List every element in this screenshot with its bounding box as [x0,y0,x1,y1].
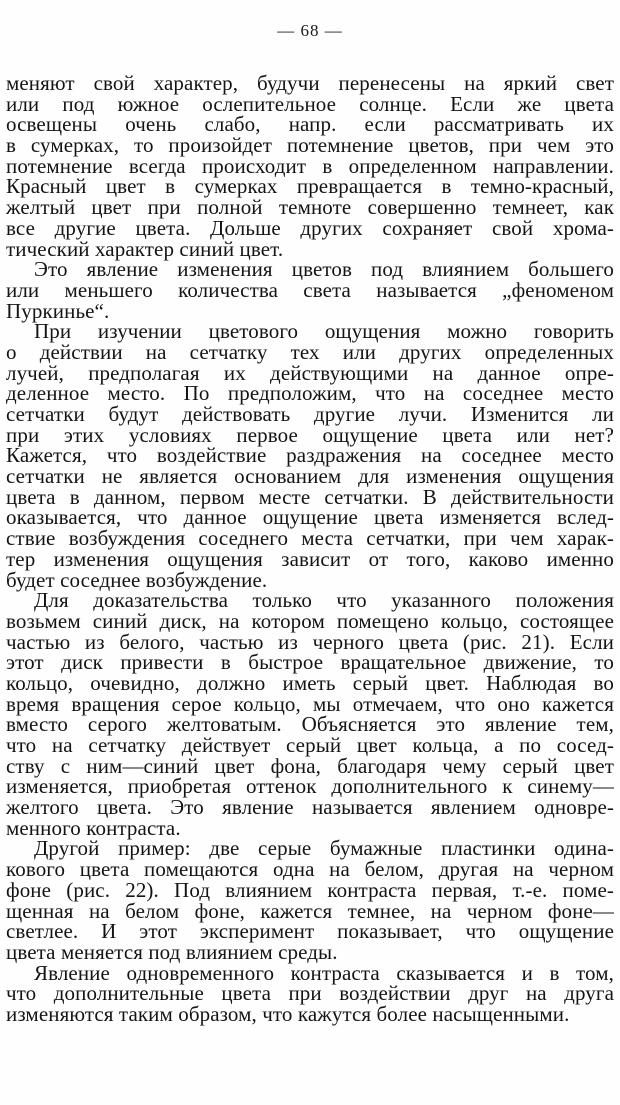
text-line: изменяется, приобретая оттенок дополнительного к синему— [6,774,614,799]
paragraph [6,590,614,838]
text-line: кового цвета помещаются одна на белом, другая на черном [6,857,614,882]
page-number: — 68 — [277,21,343,40]
text-line: время вращения серое кольцо, мы отмечаем, что оно кажется [6,691,614,716]
text-line: изменяются таким образом, что кажутся более насыщенными. [6,1001,570,1026]
text-line: Это явление изменения цветов под влиянием большего [34,257,614,282]
text-line: кольцо, очевидно, должно иметь серый цвет. Наблюдая во [6,670,614,695]
text-line: лучей, предполагая их действующими на данное опре- [6,360,614,385]
text-line: Красный цвет в сумерках превращается в темно-красный, [6,174,614,199]
text-line: частью из белого, частью из черного цвета (рис. 21). Если [6,629,614,654]
paragraph [6,321,614,590]
text-line: возьмем синий диск, на котором помещено кольцо, состоящее [6,608,614,633]
text-line: Кажется, что воздействие раздражения на соседнее место [6,443,614,468]
paragraph [6,960,614,1026]
text-line: меняют свой характер, будучи перенесены на яркий свет [6,71,614,95]
text-line: щенная на белом фоне, кажется темнее, на черном фоне— [6,898,614,923]
text-line: о действии на сетчатку тех или других определенных [6,339,614,364]
text-line: потемнение всегда происходит в определенном направлении. [6,153,614,178]
text-line: тический характер синий цвет. [6,236,284,261]
text-line: цвета меняется под влиянием среды. [6,939,338,964]
text-line: или меньшего количества света называется „феноменом [6,277,614,302]
text-line: При изучении цветового ощущения можно говорить [34,319,614,344]
text-line: Явление одновременного контраста сказывается и в том, [34,960,614,985]
text-line: ству с ним—синий цвет фона, благодаря чему серый цвет [6,753,614,778]
text-line: цвета в данном, первом месте сетчатки. В действительности [6,484,614,509]
text-line: фоне (рис. 22). Под влиянием контраста первая, т.-е. поме- [6,877,614,902]
text-line: в сумерках, то произойдет потемнение цветов, при чем это [6,133,614,158]
text-line: что дополнительные цвета при воздействии друг на друга [6,981,614,1006]
body-text [6,73,614,1025]
text-line: желтого цвета. Это явление называется явлением одновре- [6,795,614,820]
text-line: Для доказательства только что указанного положения [34,588,614,613]
text-line: желтый цвет при полной темноте совершенно темнеет, как [6,195,614,220]
text-line: деленное место. По предположим, что на соседнее место [6,381,614,406]
text-line: этот диск привести в быстрое вращательное движение, то [6,650,614,675]
paragraph [6,259,614,321]
text-line: светлее. И этот эксперимент показывает, что ощущение [6,919,614,944]
text-line: оказывается, что данное ощущение цвета изменяется вслед- [6,505,614,530]
text-line: будет соседнее возбуждение. [6,567,268,592]
text-line: все другие цвета. Дольше других сохраняет свой хрома- [6,215,614,240]
text-line: освещены очень слабо, напр. если рассматривать их [6,112,614,137]
text-line: сетчатки не является основанием для изменения ощущения [6,464,614,489]
text-line: при этих условиях первое ощущение цвета или нет? [6,422,614,447]
text-line: сетчатки будут действовать другие лучи. Изменится ли [6,402,614,426]
text-line: или под южное ослепительное солнце. Если же цвета [6,91,614,116]
text-line: Пуркинье“. [6,298,110,323]
text-line: ствие возбуждения соседнего места сетчатки, при чем харак- [6,526,614,551]
text-line: что на сетчатку действует серый цвет кольца, а по сосед- [6,733,614,757]
paragraph [6,838,614,962]
text-line: Другой пример: две серые бумажные пластинки одина- [34,836,614,861]
text-line: тер изменения ощущения зависит от того, каково именно [6,546,614,571]
text-line: вместо серого желтоватым. Объясняется это явление тем, [6,712,614,737]
text-line: менного контраста. [6,815,181,840]
paragraph [6,73,614,259]
